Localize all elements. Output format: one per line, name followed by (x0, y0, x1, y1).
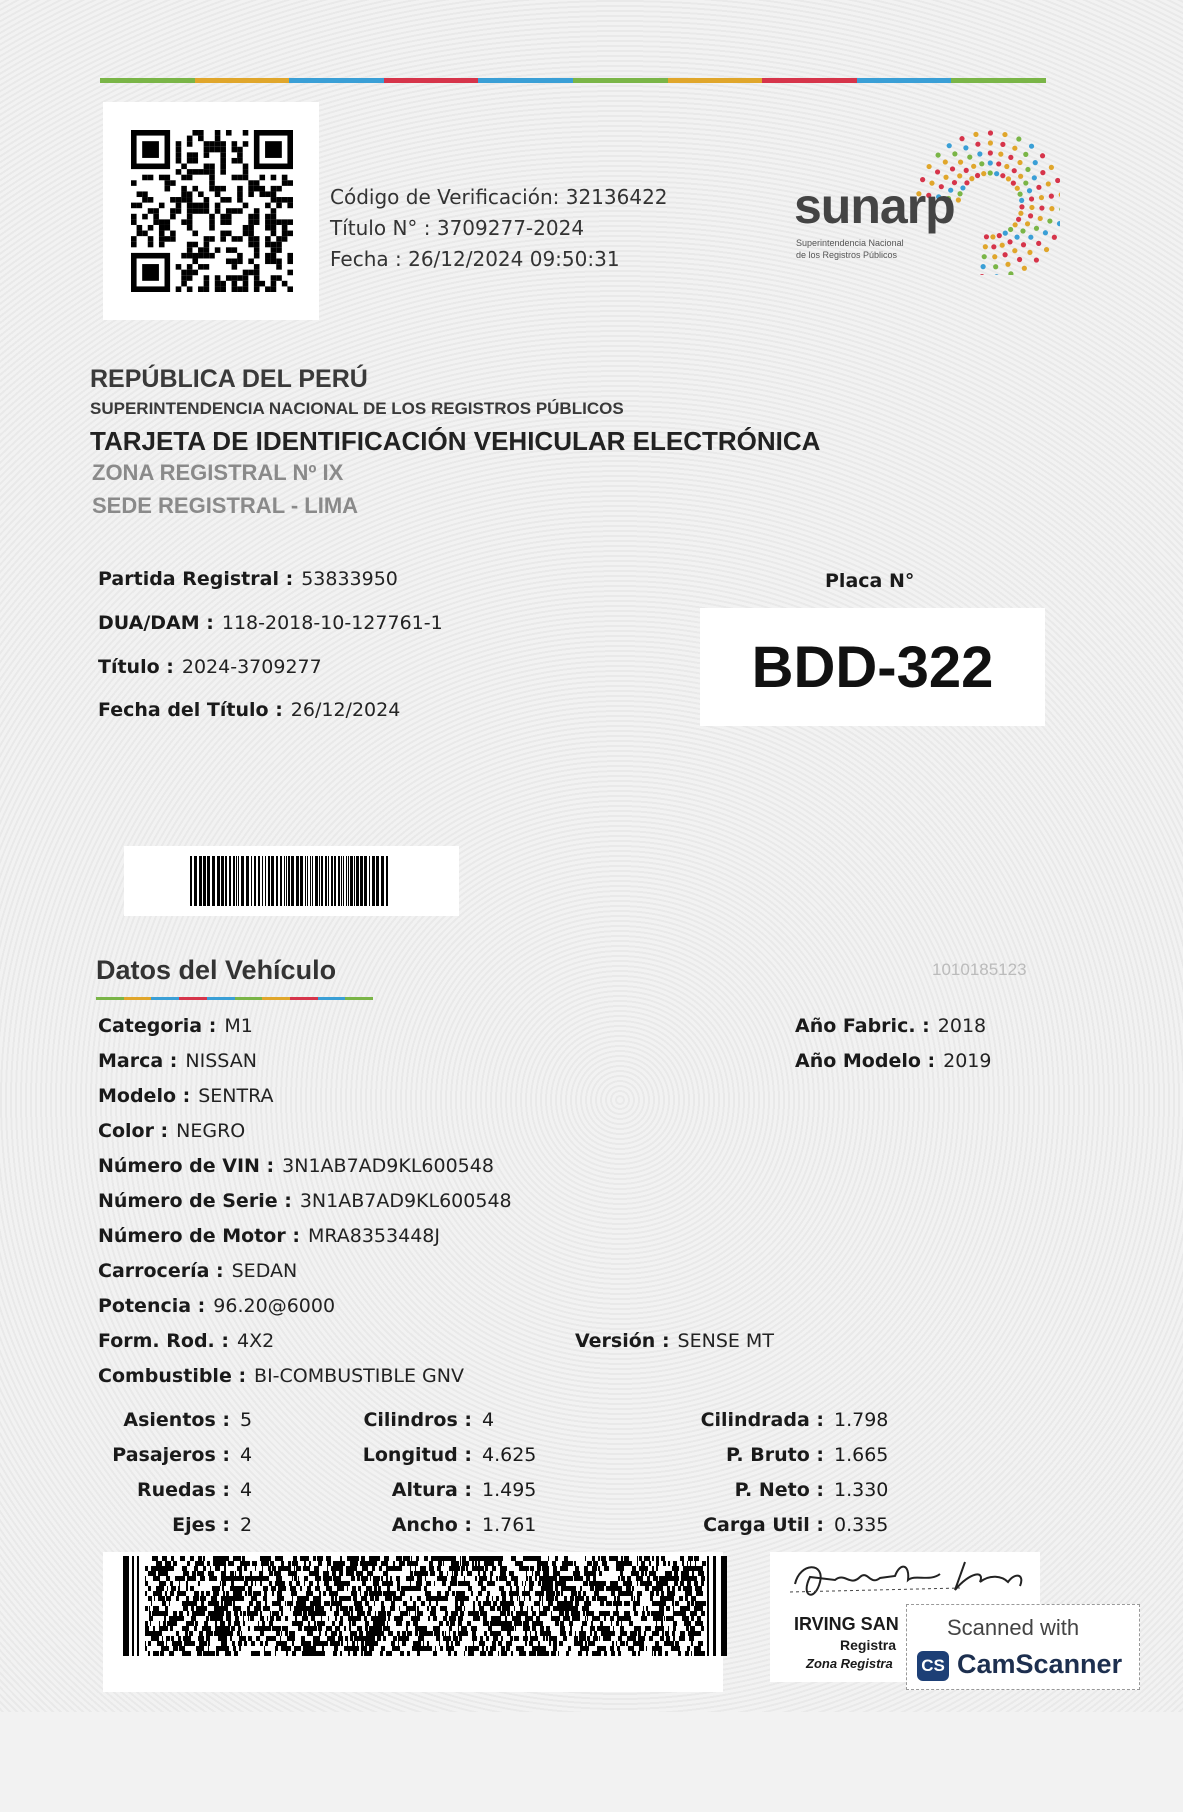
field-titulo (98, 656, 322, 679)
value-marca: NISSAN (185, 1050, 257, 1072)
spec-ancho (340, 1514, 536, 1537)
label-marca: Marca : (98, 1050, 178, 1072)
spec-longitud (340, 1444, 536, 1467)
header-superintendencia: SUPERINTENDENCIA NACIONAL DE LOS REGISTROS PÚBLICOS (90, 399, 624, 418)
spec-altura (340, 1479, 536, 1502)
field-formrod (98, 1330, 274, 1353)
value-modelo: SENTRA (198, 1085, 274, 1107)
value-ejes: 2 (240, 1514, 253, 1536)
signer-role: Registra (840, 1637, 897, 1653)
field-dua (98, 612, 443, 635)
value-dua: 118-2018-10-127761-1 (221, 612, 443, 634)
label-dua: DUA/DAM : (98, 612, 214, 634)
value-ano-fabric: 2018 (937, 1015, 987, 1037)
value-cilindrada: 1.798 (834, 1409, 889, 1431)
header-sede: SEDE REGISTRAL - LIMA (92, 493, 359, 518)
value-version: SENSE MT (677, 1330, 774, 1352)
label-modelo: Modelo : (98, 1085, 191, 1107)
spec-cilindros (340, 1409, 494, 1432)
label-fecha-titulo: Fecha del Título : (98, 699, 283, 721)
field-categoria (98, 1015, 253, 1038)
label-cilindrada: Cilindrada : (700, 1409, 824, 1431)
spec-pasajeros (98, 1444, 252, 1467)
label-ancho: Ancho : (391, 1514, 472, 1536)
label-color: Color : (98, 1120, 169, 1142)
label-ejes: Ejes : (172, 1514, 230, 1536)
label-formrod: Form. Rod. : (98, 1330, 229, 1352)
field-ano-modelo (795, 1050, 991, 1073)
sunarp-logo (790, 125, 1060, 275)
qr-code (103, 102, 319, 320)
value-ancho: 1.761 (482, 1514, 537, 1536)
header-republica: REPÚBLICA DEL PERÚ (90, 365, 368, 393)
value-formrod: 4X2 (236, 1330, 275, 1352)
value-carga: 0.335 (834, 1514, 889, 1536)
value-fecha-titulo: 26/12/2024 (290, 699, 401, 721)
spec-ruedas (98, 1479, 252, 1502)
label-pasajeros: Pasajeros : (112, 1444, 230, 1466)
verification-date: Fecha : 26/12/2024 09:50:31 (330, 247, 620, 271)
serial-number: 1010185123 (932, 960, 1027, 979)
verification-block (330, 182, 668, 275)
section-title-vehiculo: Datos del Vehículo (96, 955, 337, 985)
signer-zone: Zona Registra (806, 1656, 893, 1671)
field-serie (98, 1190, 512, 1213)
label-ano-modelo: Año Modelo : (795, 1050, 936, 1072)
section-underline (96, 997, 373, 1000)
field-motor (98, 1225, 440, 1248)
qr-code-icon (131, 130, 293, 292)
field-potencia (98, 1295, 335, 1318)
barcode (124, 846, 459, 916)
signature-icon (780, 1552, 1040, 1602)
label-pneto: P. Neto : (734, 1479, 824, 1501)
label-carroceria: Carrocería : (98, 1260, 224, 1282)
field-carroceria (98, 1260, 297, 1283)
field-vin (98, 1155, 494, 1178)
value-serie: 3N1AB7AD9KL600548 (299, 1190, 512, 1212)
value-pbruto: 1.665 (834, 1444, 889, 1466)
label-serie: Número de Serie : (98, 1190, 292, 1212)
field-ano-fabric (795, 1015, 986, 1038)
pdf417-barcode (103, 1552, 723, 1692)
label-potencia: Potencia : (98, 1295, 206, 1317)
value-partida: 53833950 (301, 568, 398, 590)
label-ruedas: Ruedas : (137, 1479, 230, 1501)
label-combustible: Combustible : (98, 1365, 247, 1387)
header-tarjeta: TARJETA DE IDENTIFICACIÓN VEHICULAR ELECTRÓNICA (90, 426, 821, 456)
field-color (98, 1120, 245, 1143)
label-altura: Altura : (391, 1479, 472, 1501)
label-version: Versión : (575, 1330, 670, 1352)
verification-code: Código de Verificación: 32136422 (330, 185, 668, 209)
label-carga: Carga Util : (703, 1514, 824, 1536)
spec-cilindrada (650, 1409, 888, 1432)
value-longitud: 4.625 (482, 1444, 537, 1466)
value-motor: MRA8353448J (307, 1225, 440, 1247)
field-partida (98, 568, 398, 591)
label-asientos: Asientos : (123, 1409, 230, 1431)
field-fecha-titulo (98, 699, 400, 722)
camscanner-logo-icon: CS (917, 1651, 949, 1681)
pdf417-barcode-icon (123, 1556, 733, 1656)
label-cilindros: Cilindros : (363, 1409, 472, 1431)
value-ano-modelo: 2019 (943, 1050, 992, 1072)
plate-label: Placa N° (825, 570, 915, 592)
logo-sub-line2: de los Registros Públicos (796, 250, 898, 260)
color-bar (100, 78, 1046, 83)
label-ano-fabric: Año Fabric. : (795, 1015, 930, 1037)
value-vin: 3N1AB7AD9KL600548 (282, 1155, 494, 1177)
field-combustible (98, 1365, 464, 1388)
label-motor: Número de Motor : (98, 1225, 300, 1247)
plate-number: BDD-322 (751, 634, 994, 700)
value-titulo: 2024-3709277 (181, 656, 322, 678)
page-footer (0, 1712, 1183, 1812)
spec-pbruto (650, 1444, 888, 1467)
value-asientos: 5 (240, 1409, 253, 1431)
signer-name: IRVING SAN (794, 1614, 899, 1634)
camscanner-watermark (906, 1604, 1140, 1690)
label-longitud: Longitud : (362, 1444, 472, 1466)
label-pbruto: P. Bruto : (726, 1444, 824, 1466)
spec-carga (650, 1514, 888, 1537)
verification-title: Título N° : 3709277-2024 (330, 216, 585, 240)
header-zona: ZONA REGISTRAL Nº IX (92, 460, 344, 485)
value-combustible: BI-COMBUSTIBLE GNV (254, 1365, 464, 1387)
camscanner-caption: Scanned with (947, 1615, 1080, 1640)
spec-ejes (98, 1514, 252, 1537)
value-pasajeros: 4 (240, 1444, 253, 1466)
value-potencia: 96.20@6000 (213, 1295, 336, 1317)
label-titulo: Título : (98, 656, 174, 678)
value-categoria: M1 (224, 1015, 253, 1037)
camscanner-brand: CamScanner (957, 1649, 1123, 1679)
barcode-icon (190, 856, 390, 906)
value-color: NEGRO (176, 1120, 246, 1142)
label-partida: Partida Registral : (98, 568, 294, 590)
label-vin: Número de VIN : (98, 1155, 275, 1177)
value-cilindros: 4 (482, 1409, 495, 1431)
field-modelo (98, 1085, 274, 1108)
logo-word: sunarp (794, 178, 955, 234)
value-carroceria: SEDAN (231, 1260, 298, 1282)
field-marca (98, 1050, 257, 1073)
logo-subtitle (796, 237, 904, 261)
spec-asientos (98, 1409, 252, 1432)
spec-pneto (650, 1479, 888, 1502)
value-pneto: 1.330 (834, 1479, 889, 1501)
value-altura: 1.495 (482, 1479, 537, 1501)
plate-box (700, 608, 1045, 726)
label-categoria: Categoria : (98, 1015, 217, 1037)
field-version (575, 1330, 774, 1353)
value-ruedas: 4 (240, 1479, 253, 1501)
logo-sub-line1: Superintendencia Nacional (796, 238, 904, 248)
